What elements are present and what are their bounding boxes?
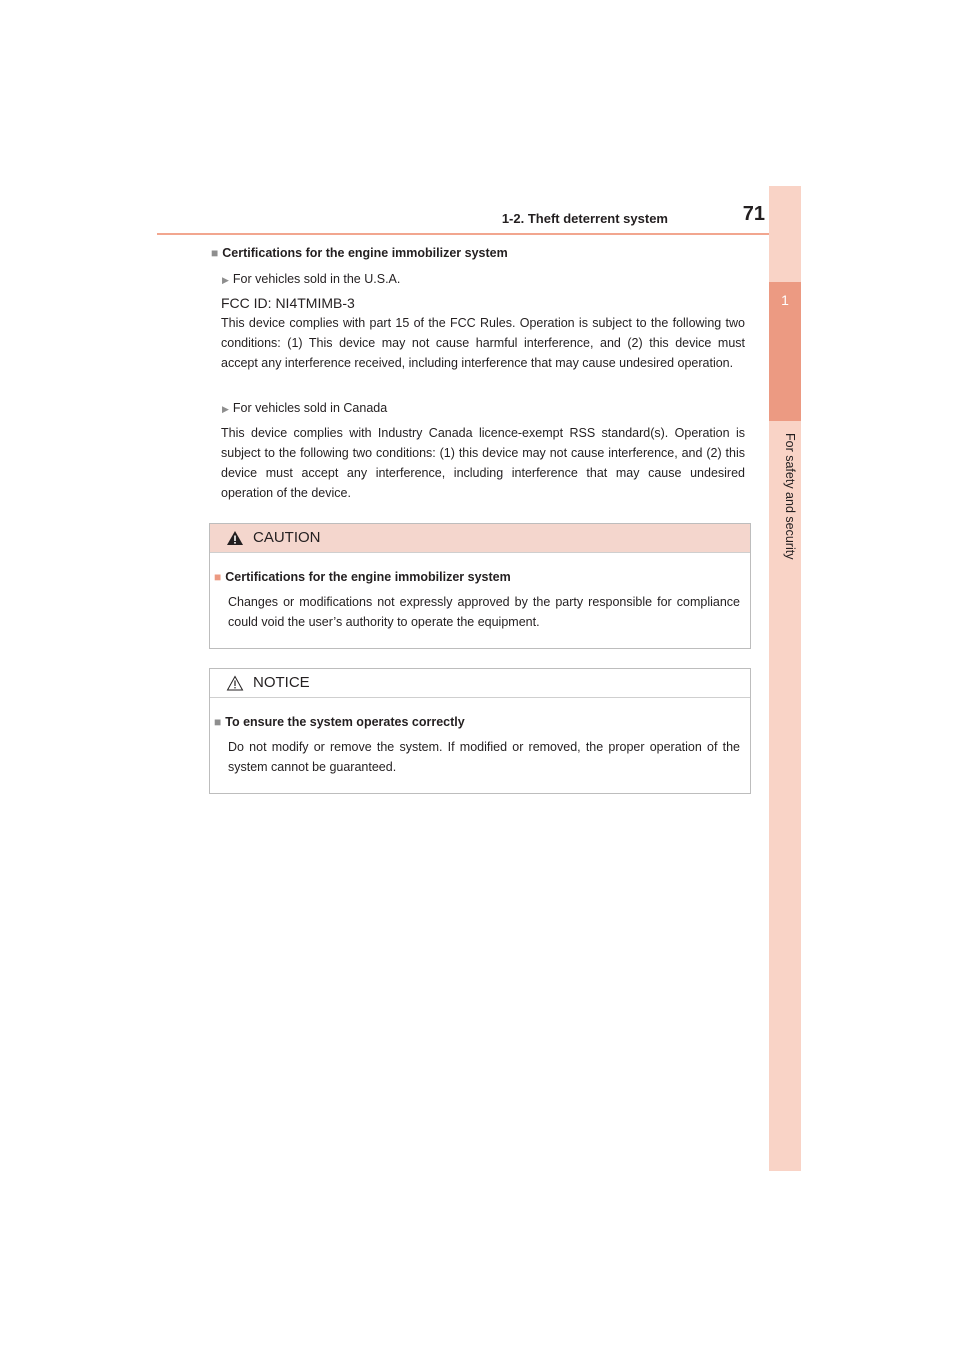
section-name: 1-2. Theft deterrent system [501, 211, 668, 226]
caution-title: CAUTION [253, 529, 321, 546]
notice-body: Do not modify or remove the system. If modified or removed, the proper operation of the system cannot be guaranteed. [228, 740, 740, 774]
chapter-number: 1 [781, 292, 789, 308]
caution-body: Changes or modifications not expressly approved by the party responsible for compliance could void the user’s authority to operate the equipment. [228, 595, 740, 629]
square-bullet-icon: ■ [211, 246, 219, 260]
square-bullet-icon: ■ [214, 715, 222, 729]
arrow-right-icon: ▶ [222, 404, 229, 414]
page-number: 71 [742, 203, 765, 225]
bullet-usa [222, 269, 400, 290]
notice-heading-text: To ensure the system operates correctly [225, 715, 465, 729]
header-rule [157, 233, 801, 235]
notice-title: NOTICE [253, 674, 310, 691]
warning-triangle-icon [226, 530, 244, 546]
square-bullet-icon: ■ [214, 570, 222, 584]
notice-header [210, 669, 750, 698]
caution-heading [214, 567, 511, 587]
notice-heading [214, 712, 465, 732]
section-heading [211, 243, 746, 263]
caution-heading-text: Certifications for the engine immobilizer system [225, 570, 511, 584]
fcc-id: FCC ID: NI4TMIMB-3 [221, 295, 355, 311]
notice-box [209, 668, 751, 794]
warning-triangle-icon [226, 675, 244, 691]
bullet-canada-text: For vehicles sold in Canada [232, 401, 388, 415]
arrow-right-icon: ▶ [222, 275, 229, 285]
section-heading-text: Certifications for the engine immobilizer system [222, 246, 508, 260]
bullet-canada [222, 398, 387, 419]
bullet-usa-text: For vehicles sold in the U.S.A. [232, 272, 401, 286]
caution-header [210, 524, 750, 553]
canada-paragraph: This device complies with Industry Canada licence-exempt RSS standard(s). Operation is subject to the following two conditions: (1) this device may not cause interference, and (2) this device must accept any interference, including interference that may cause undesired operation of the device. [221, 426, 745, 500]
caution-box [209, 523, 751, 649]
chapter-title: For safety and security [783, 433, 797, 560]
usa-paragraph: This device complies with part 15 of the FCC Rules. Operation is subject to the following two conditions: (1) This device may not cause harmful interference, and (2) this device must accept any interference received, including interference that may cause undesired operation. [221, 316, 745, 370]
